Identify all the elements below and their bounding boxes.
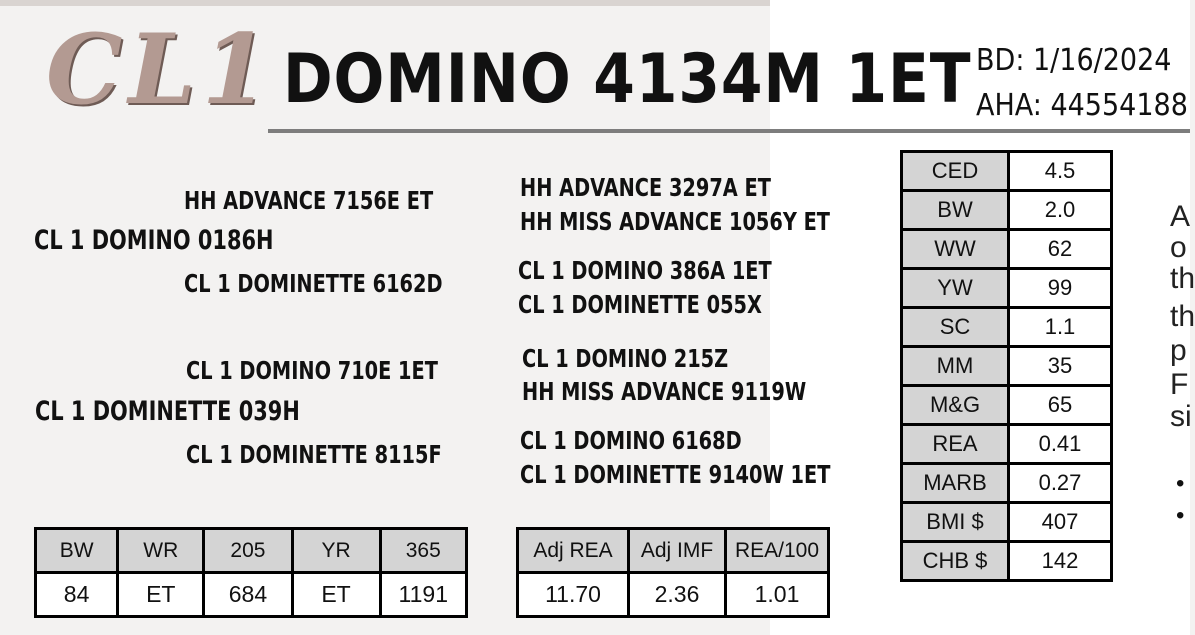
epd-value: 4.5 — [1009, 152, 1112, 191]
carcass-value-row — [518, 573, 829, 617]
pedigree-ss-sire: HH ADVANCE 3297A ET — [520, 173, 771, 202]
epd-label: MARB — [902, 464, 1009, 503]
epd-label: WW — [902, 230, 1009, 269]
bullet-point: • — [1176, 470, 1185, 497]
epd-row — [902, 230, 1112, 269]
side-text-line: A — [1170, 200, 1191, 233]
pedigree-sire: CL 1 DOMINO 0186H — [34, 225, 274, 256]
performance-value-cell: ET — [292, 573, 380, 617]
epd-value: 2.0 — [1009, 191, 1112, 230]
side-text-line: F — [1170, 368, 1189, 401]
birth-date: BD: 1/16/2024 — [976, 43, 1172, 78]
performance-header-cell: 365 — [380, 529, 466, 573]
side-text-line: th — [1170, 300, 1195, 333]
pedigree-sire-dam: CL 1 DOMINETTE 6162D — [184, 269, 443, 298]
epd-row — [902, 542, 1112, 581]
epd-row — [902, 152, 1112, 191]
top-strip — [0, 0, 770, 6]
pedigree-sd-dam: CL 1 DOMINETTE 055X — [518, 290, 762, 319]
performance-header-cell: BW — [36, 529, 118, 573]
epd-row — [902, 464, 1112, 503]
bullet-point: • — [1176, 502, 1185, 529]
epd-row — [902, 503, 1112, 542]
epd-row — [902, 425, 1112, 464]
side-text-line: p — [1170, 334, 1187, 367]
epd-value: 0.41 — [1009, 425, 1112, 464]
performance-value-row — [36, 573, 467, 617]
epd-label: BMI $ — [902, 503, 1009, 542]
epd-label: SC — [902, 308, 1009, 347]
epd-value: 0.27 — [1009, 464, 1112, 503]
performance-value-cell: 1191 — [380, 573, 466, 617]
pedigree-dd-dam: CL 1 DOMINETTE 9140W 1ET — [520, 460, 831, 489]
performance-table — [34, 527, 468, 618]
epd-value: 1.1 — [1009, 308, 1112, 347]
carcass-header-row — [518, 529, 829, 573]
epd-row — [902, 269, 1112, 308]
epd-value: 142 — [1009, 542, 1112, 581]
epd-value: 62 — [1009, 230, 1112, 269]
side-text-line: th — [1170, 262, 1195, 295]
pedigree-dam-sire: CL 1 DOMINO 710E 1ET — [186, 356, 438, 385]
epd-row — [902, 347, 1112, 386]
carcass-value-cell: 11.70 — [518, 573, 629, 617]
epd-label: CED — [902, 152, 1009, 191]
pedigree-ds-dam: HH MISS ADVANCE 9119W — [522, 377, 807, 406]
performance-value-cell: 684 — [204, 573, 292, 617]
epd-value: 407 — [1009, 503, 1112, 542]
epd-label: YW — [902, 269, 1009, 308]
epd-label: M&G — [902, 386, 1009, 425]
epd-label: REA — [902, 425, 1009, 464]
carcass-header-cell: Adj REA — [518, 529, 629, 573]
animal-name-title: DOMINO 4134M 1ET — [283, 40, 972, 119]
carcass-table — [516, 527, 830, 618]
pedigree-dd-sire: CL 1 DOMINO 6168D — [520, 426, 742, 455]
pedigree-sd-sire: CL 1 DOMINO 386A 1ET — [518, 256, 772, 285]
title-underline — [268, 129, 1190, 133]
performance-header-row — [36, 529, 467, 573]
epd-row — [902, 191, 1112, 230]
pedigree-dam-dam: CL 1 DOMINETTE 8115F — [186, 440, 442, 469]
pedigree-dam: CL 1 DOMINETTE 039H — [35, 396, 300, 427]
epd-value: 35 — [1009, 347, 1112, 386]
side-text-line: o — [1170, 231, 1187, 264]
epd-value: 99 — [1009, 269, 1112, 308]
side-text-line: si — [1170, 400, 1192, 433]
carcass-value-cell: 2.36 — [629, 573, 726, 617]
aha-number: AHA: 44554188 — [976, 88, 1188, 123]
epd-row — [902, 308, 1112, 347]
epd-table — [900, 150, 1113, 582]
pedigree-sire-sire: HH ADVANCE 7156E ET — [184, 186, 434, 215]
epd-label: CHB $ — [902, 542, 1009, 581]
epd-label: BW — [902, 191, 1009, 230]
epd-row — [902, 386, 1112, 425]
performance-header-cell: 205 — [204, 529, 292, 573]
epd-value: 65 — [1009, 386, 1112, 425]
pedigree-ss-dam: HH MISS ADVANCE 1056Y ET — [520, 207, 831, 236]
performance-value-cell: ET — [118, 573, 204, 617]
carcass-value-cell: 1.01 — [726, 573, 829, 617]
performance-value-cell: 84 — [36, 573, 118, 617]
performance-header-cell: YR — [292, 529, 380, 573]
pedigree-ds-sire: CL 1 DOMINO 215Z — [522, 344, 729, 373]
cl1-logo: CL1 — [46, 13, 275, 126]
carcass-header-cell: Adj IMF — [629, 529, 726, 573]
performance-header-cell: WR — [118, 529, 204, 573]
epd-label: MM — [902, 347, 1009, 386]
carcass-header-cell: REA/100 — [726, 529, 829, 573]
